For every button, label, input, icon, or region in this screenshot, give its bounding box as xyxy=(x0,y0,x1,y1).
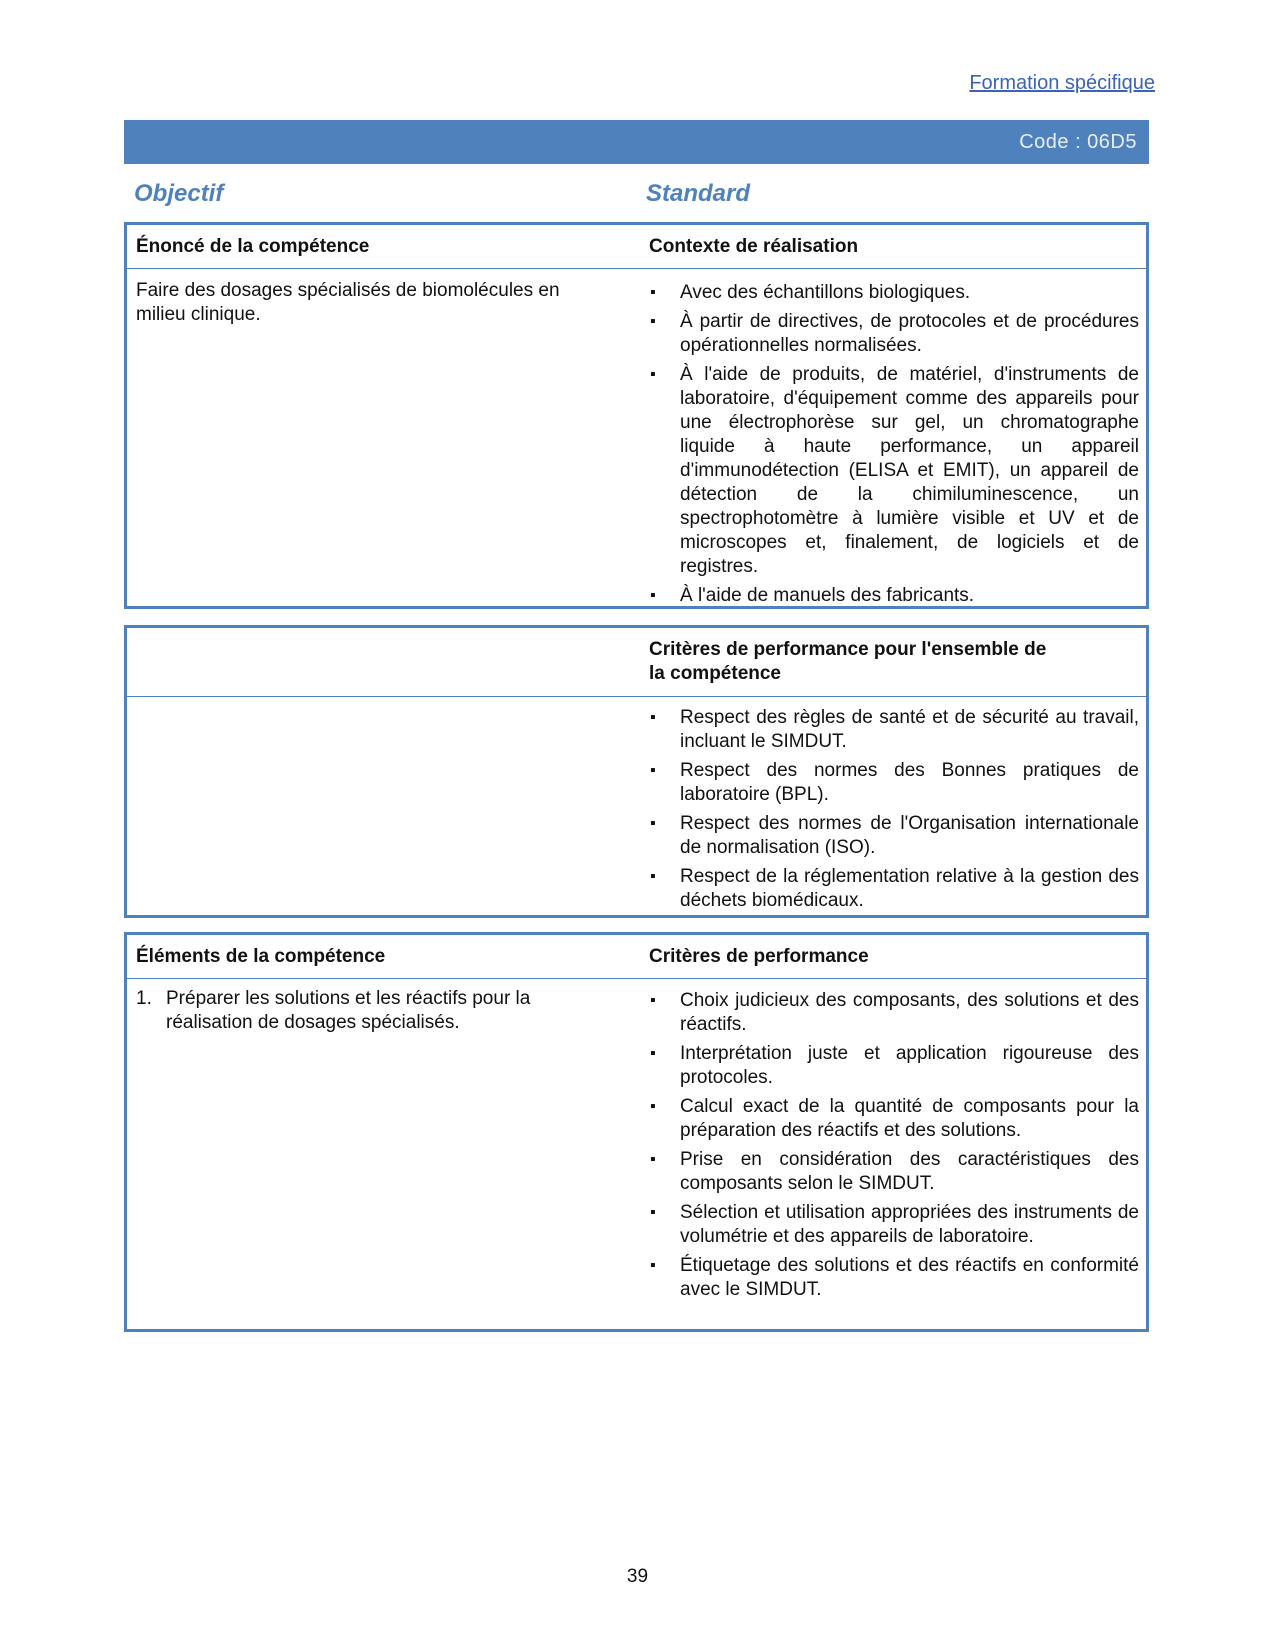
global-criteria-title: Critères de performance pour l'ensemble de la compétence xyxy=(649,639,1047,684)
element-number: 1. xyxy=(136,988,152,1009)
list-item: ▪ Respect des normes des Bonnes pratiques de laboratoire (BPL). xyxy=(649,759,1139,807)
code-bar xyxy=(124,120,1149,164)
elements-box xyxy=(124,932,1149,1332)
criteria-list xyxy=(649,989,1139,1307)
list-item: ▪ Choix judicieux des composants, des solutions et des réactifs. xyxy=(649,989,1139,1037)
page-number: 39 xyxy=(626,1566,649,1587)
list-item: ▪ À l'aide de produits, de matériel, d'instruments de laboratoire, d'équipement comme des appareils pour une électrophorèse sur gel, un chromatographe liquide à haute performance, un appareil d'immunodétection (ELISA et EMIT), un appareil de détection de la chimiluminescence, un spectrophotomètre à lumière visible et UV et de microscopes et, finalement, de logiciels et de registres. xyxy=(649,363,1139,579)
elements-title: Éléments de la compétence xyxy=(136,946,386,967)
list-item: ▪ À l'aide de manuels des fabricants. xyxy=(649,584,1139,608)
list-item: ▪ Respect des normes de l'Organisation internationale de normalisation (ISO). xyxy=(649,812,1139,860)
contexte-title: Contexte de réalisation xyxy=(649,236,859,257)
element-text: Préparer les solutions et les réactifs pour la réalisation de dosages spécialisés. xyxy=(166,988,531,1033)
criteria-title: Critères de performance xyxy=(649,946,869,967)
list-item: ▪ Interprétation juste et application rigoureuse des protocoles. xyxy=(649,1042,1139,1090)
list-item: ▪ À partir de directives, de protocoles et de procédures opérationnelles normalisées. xyxy=(649,310,1139,358)
objectif-heading: Objectif xyxy=(134,180,224,207)
list-item: ▪ Avec des échantillons biologiques. xyxy=(649,281,1139,305)
standard-heading: Standard xyxy=(646,180,751,207)
formation-specifique-link[interactable]: Formation spécifique xyxy=(969,72,1155,94)
competence-statement-text: Faire des dosages spécialisés de biomolécules en milieu clinique. xyxy=(136,280,560,325)
list-item: ▪ Sélection et utilisation appropriées des instruments de volumétrie et des appareils de laboratoire. xyxy=(649,1201,1139,1249)
code-label: Code : 06D5 xyxy=(1019,130,1137,153)
list-item xyxy=(136,987,576,1035)
list-item: ▪ Respect de la réglementation relative à la gestion des déchets biomédicaux. xyxy=(649,865,1139,913)
elements-header xyxy=(127,935,1146,979)
enonce-title: Énoncé de la compétence xyxy=(136,236,370,257)
list-item: ▪ Étiquetage des solutions et des réactifs en conformité avec le SIMDUT. xyxy=(649,1254,1139,1302)
context-list xyxy=(649,281,1139,613)
global-criteria-header xyxy=(127,628,1146,697)
global-criteria-box xyxy=(124,625,1149,918)
list-item: ▪ Prise en considération des caractéristiques des composants selon le SIMDUT. xyxy=(649,1148,1139,1196)
list-item: ▪ Calcul exact de la quantité de composants pour la préparation des réactifs et des solutions. xyxy=(649,1095,1139,1143)
competence-statement-box xyxy=(124,222,1149,609)
global-criteria-list xyxy=(649,706,1139,918)
elements-list xyxy=(136,987,576,1035)
competence-statement-header xyxy=(127,225,1146,269)
section-headings xyxy=(134,180,1144,216)
list-item: ▪ Respect des règles de santé et de sécurité au travail, incluant le SIMDUT. xyxy=(649,706,1139,754)
